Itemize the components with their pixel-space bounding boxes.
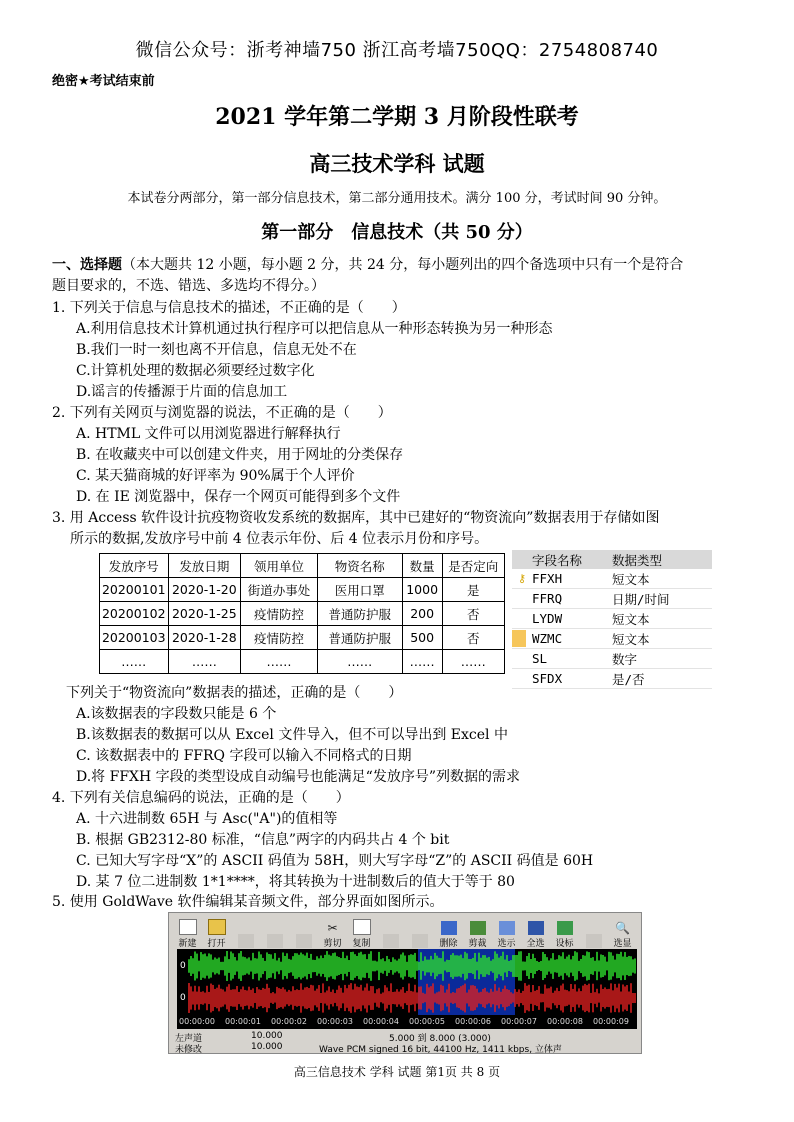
table-cell: 否 bbox=[442, 602, 504, 626]
section-desc-2: 题目要求的，不选、错选、多选均不得分。） bbox=[52, 278, 325, 294]
select-all-button[interactable] bbox=[521, 921, 550, 949]
disabled-icon bbox=[238, 934, 254, 948]
table-cell: …… bbox=[100, 650, 169, 674]
table-cell: 普通防护服 bbox=[317, 602, 402, 626]
field-name: WZMC bbox=[532, 631, 563, 646]
field-row[interactable] bbox=[512, 589, 712, 609]
magnifier-icon: 🔍 bbox=[615, 921, 630, 935]
delete-label: 删除 bbox=[439, 939, 458, 949]
disabled-icon bbox=[267, 934, 283, 948]
toolbar-button-disabled[interactable] bbox=[405, 934, 434, 949]
zoom-select-button[interactable] bbox=[608, 921, 637, 949]
exam-title: 2021 学年第二学期 3 月阶段性联考 bbox=[215, 104, 579, 130]
table-cell: 是 bbox=[442, 578, 504, 602]
select-all-icon bbox=[528, 921, 544, 935]
status-bar-2 bbox=[169, 1042, 641, 1053]
table-header-cell: 发放序号 bbox=[100, 554, 169, 578]
table-cell: 2020-1-20 bbox=[168, 578, 241, 602]
q4-stem: 4. 下列有关信息编码的说法，正确的是（ ） bbox=[52, 790, 350, 806]
field-type: 短文本 bbox=[612, 611, 650, 627]
section-heading: 一、选择题 bbox=[52, 257, 122, 273]
new-file-icon bbox=[179, 919, 197, 935]
secret-label: 绝密★考试结束前 bbox=[52, 74, 155, 89]
table-row bbox=[100, 578, 505, 602]
field-header-name: 字段名称 bbox=[532, 552, 583, 568]
table-header-cell: 是否定向 bbox=[442, 554, 504, 578]
exam-intro: 本试卷分两部分，第一部分信息技术，第二部分通用技术。满分 100 分，考试时间 90 分钟。 bbox=[127, 191, 667, 206]
field-row[interactable] bbox=[512, 669, 712, 689]
cut-label: 剪切 bbox=[323, 939, 342, 949]
goldwave-window bbox=[168, 912, 642, 1054]
cut-button[interactable] bbox=[318, 921, 347, 949]
q5-stem: 5. 使用 GoldWave 软件编辑某音频文件，部分界面如图所示。 bbox=[52, 894, 444, 910]
open-label: 打开 bbox=[207, 939, 226, 949]
copy-label: 复制 bbox=[352, 939, 371, 949]
toolbar-button-disabled[interactable] bbox=[260, 934, 289, 949]
q3-option-c: C. 该数据表中的 FFRQ 字段可以输入不同格式的日期 bbox=[76, 748, 412, 764]
trim-label: 剪裁 bbox=[468, 939, 487, 949]
table-row bbox=[100, 626, 505, 650]
row-selector bbox=[512, 630, 526, 647]
q1-option-d: D.谣言的传播源于片面的信息加工 bbox=[76, 384, 288, 400]
data-table bbox=[99, 553, 505, 674]
exam-subtitle: 高三技术学科 试题 bbox=[309, 151, 485, 176]
watermark-header: 微信公众号：浙考神墙750 浙江高考墙750QQ：2754808740 bbox=[135, 40, 659, 61]
field-type: 短文本 bbox=[612, 631, 650, 647]
q2-option-c: C. 某天猫商城的好评率为 90%属于个人评价 bbox=[76, 468, 355, 484]
select-show-label: 选示 bbox=[497, 939, 516, 949]
section-heading-line1 bbox=[52, 255, 683, 276]
select-show-icon bbox=[499, 921, 515, 935]
set-marker-label: 设标 bbox=[555, 939, 574, 949]
timeline-tick: 00:00:09 bbox=[593, 1017, 629, 1026]
zoom-select-label: 选显 bbox=[613, 939, 632, 949]
table-cell: 否 bbox=[442, 626, 504, 650]
open-button[interactable] bbox=[202, 919, 231, 949]
table-cell: …… bbox=[168, 650, 241, 674]
goldwave-toolbar bbox=[169, 913, 641, 949]
q4-option-d: D. 某 7 位二进制数 1*1****，将其转换为十进制数后的值大于等于 80 bbox=[76, 874, 515, 890]
status-length: 10.000 bbox=[251, 1031, 283, 1041]
table-row bbox=[100, 602, 505, 626]
q3-option-a: A.该数据表的字段数只能是 6 个 bbox=[76, 706, 277, 722]
trim-button[interactable] bbox=[463, 921, 492, 949]
table-header-cell: 数量 bbox=[402, 554, 442, 578]
status-selection: 5.000 到 8.000 (3.000) bbox=[389, 1034, 491, 1044]
field-name: FFXH bbox=[532, 571, 563, 586]
table-cell: …… bbox=[442, 650, 504, 674]
q4-option-c: C. 已知大写字母“X”的 ASCII 码值为 58H，则大写字母“Z”的 ASCII 码值是 60H bbox=[76, 853, 594, 869]
table-cell: 1000 bbox=[402, 578, 442, 602]
q1-option-b: B.我们一时一刻也离不开信息，信息无处不在 bbox=[76, 342, 357, 358]
table-header-cell: 领用单位 bbox=[241, 554, 318, 578]
delete-button[interactable] bbox=[434, 921, 463, 949]
q2-option-a: A. HTML 文件可以用浏览器进行解释执行 bbox=[76, 426, 341, 442]
q3-option-b: B.该数据表的数据可以从 Excel 文件导入，但不可以导出到 Excel 中 bbox=[76, 727, 508, 743]
new-label: 新建 bbox=[178, 939, 197, 949]
q3-question: 下列关于“物资流向”数据表的描述，正确的是（ ） bbox=[66, 685, 403, 701]
status-format: Wave PCM signed 16 bit, 44100 Hz, 1411 kbps, 立体声 bbox=[319, 1045, 562, 1055]
toolbar-button-disabled[interactable] bbox=[231, 934, 260, 949]
right-channel-waveform bbox=[189, 983, 635, 1013]
timeline-tick: 00:00:05 bbox=[409, 1017, 445, 1026]
field-type: 短文本 bbox=[612, 571, 650, 587]
field-name: SL bbox=[532, 651, 548, 666]
disabled-icon bbox=[412, 934, 428, 948]
left-channel-zero: 0 bbox=[180, 961, 186, 971]
timeline-tick: 00:00:00 bbox=[179, 1017, 215, 1026]
q4-option-b: B. 根据 GB2312-80 标准，“信息”两字的内码共占 4 个 bit bbox=[76, 832, 450, 848]
primary-key-icon: ⚷ bbox=[517, 572, 527, 585]
select-all-label: 全选 bbox=[526, 939, 545, 949]
table-cell: 20200103 bbox=[100, 626, 169, 650]
toolbar-button-disabled[interactable] bbox=[289, 934, 318, 949]
right-channel-zero: 0 bbox=[180, 993, 186, 1003]
table-cell: 2020-1-25 bbox=[168, 602, 241, 626]
waveform-graph bbox=[177, 949, 637, 1015]
field-row[interactable] bbox=[512, 629, 712, 649]
table-row bbox=[100, 650, 505, 674]
status-bar-1 bbox=[169, 1031, 641, 1042]
field-row[interactable] bbox=[512, 569, 712, 589]
q2-stem: 2. 下列有关网页与浏览器的说法，不正确的是（ ） bbox=[52, 405, 392, 421]
field-type: 日期/时间 bbox=[612, 591, 670, 607]
q3-stem-1: 3. 用 Access 软件设计抗疫物资收发系统的数据库，其中已建好的“物资流向”数据表用于存储如图 bbox=[52, 510, 660, 526]
status-channel-label: 左声道 bbox=[175, 1034, 203, 1044]
table-cell: 医用口罩 bbox=[317, 578, 402, 602]
table-cell: …… bbox=[317, 650, 402, 674]
q3-stem-2: 所示的数据,发放序号中前 4 位表示年份、后 4 位表示月份和序号。 bbox=[70, 531, 489, 547]
table-cell: 500 bbox=[402, 626, 442, 650]
field-type: 数字 bbox=[612, 651, 638, 667]
table-cell: 普通防护服 bbox=[317, 626, 402, 650]
table-cell: 200 bbox=[402, 602, 442, 626]
page-footer: 高三信息技术 学科 试题 第1页 共 8 页 bbox=[293, 1065, 501, 1079]
q2-option-d: D. 在 IE 浏览器中，保存一个网页可能得到多个文件 bbox=[76, 489, 401, 505]
timeline bbox=[177, 1015, 637, 1029]
waveform-area[interactable] bbox=[177, 949, 637, 1015]
disabled-icon bbox=[296, 934, 312, 948]
timeline-tick: 00:00:04 bbox=[363, 1017, 399, 1026]
open-folder-icon bbox=[208, 919, 226, 935]
field-row[interactable] bbox=[512, 609, 712, 629]
q1-stem: 1. 下列关于信息与信息技术的描述，不正确的是（ ） bbox=[52, 300, 406, 316]
table-cell: …… bbox=[241, 650, 318, 674]
table-cell: 疫情防控 bbox=[241, 626, 318, 650]
timeline-tick: 00:00:07 bbox=[501, 1017, 537, 1026]
copy-icon bbox=[353, 919, 371, 935]
toolbar-button-disabled[interactable] bbox=[376, 934, 405, 949]
table-cell: 20200101 bbox=[100, 578, 169, 602]
field-design-panel bbox=[512, 550, 712, 689]
trim-icon bbox=[470, 921, 486, 935]
section-desc-1: （本大题共 12 小题，每小题 2 分，共 24 分，每小题列出的四个备选项中只有一个是符合 bbox=[122, 257, 684, 273]
timeline-tick: 00:00:06 bbox=[455, 1017, 491, 1026]
part-title: 第一部分 信息技术（共 50 分） bbox=[261, 222, 533, 243]
disabled-icon bbox=[586, 934, 602, 948]
set-marker-button[interactable] bbox=[550, 921, 579, 949]
status-modified-label: 未修改 bbox=[175, 1045, 203, 1055]
timeline-tick: 00:00:02 bbox=[271, 1017, 307, 1026]
scissors-icon: ✂ bbox=[327, 921, 338, 935]
field-name: FFRQ bbox=[532, 591, 563, 606]
select-show-button[interactable] bbox=[492, 921, 521, 949]
new-button[interactable] bbox=[173, 919, 202, 949]
delete-icon bbox=[441, 921, 457, 935]
copy-button[interactable] bbox=[347, 919, 376, 949]
timeline-tick: 00:00:03 bbox=[317, 1017, 353, 1026]
field-name: LYDW bbox=[532, 611, 563, 626]
field-type: 是/否 bbox=[612, 671, 645, 687]
table-header-row bbox=[100, 554, 505, 578]
table-cell: 2020-1-28 bbox=[168, 626, 241, 650]
status-length-2: 10.000 bbox=[251, 1042, 283, 1052]
table-cell: …… bbox=[402, 650, 442, 674]
q1-option-a: A.利用信息技术计算机通过执行程序可以把信息从一种形态转换为另一种形态 bbox=[76, 321, 553, 337]
field-header-row bbox=[512, 550, 712, 569]
q4-option-a: A. 十六进制数 65H 与 Asc("A")的值相等 bbox=[76, 811, 338, 827]
set-marker-icon bbox=[557, 921, 573, 935]
field-header-type: 数据类型 bbox=[612, 552, 663, 568]
field-row[interactable] bbox=[512, 649, 712, 669]
left-channel-waveform bbox=[189, 951, 635, 981]
q3-option-d: D.将 FFXH 字段的类型设成自动编号也能满足“发放序号”列数据的需求 bbox=[76, 769, 520, 785]
table-cell: 街道办事处 bbox=[241, 578, 318, 602]
field-name: SFDX bbox=[532, 671, 563, 686]
q2-option-b: B. 在收藏夹中可以创建文件夹，用于网址的分类保存 bbox=[76, 447, 404, 463]
toolbar-button-disabled[interactable] bbox=[579, 934, 608, 949]
table-cell: 20200102 bbox=[100, 602, 169, 626]
table-header-cell: 物资名称 bbox=[317, 554, 402, 578]
timeline-tick: 00:00:08 bbox=[547, 1017, 583, 1026]
timeline-tick: 00:00:01 bbox=[225, 1017, 261, 1026]
table-cell: 疫情防控 bbox=[241, 602, 318, 626]
disabled-icon bbox=[383, 934, 399, 948]
q1-option-c: C.计算机处理的数据必须要经过数字化 bbox=[76, 363, 315, 379]
table-header-cell: 发放日期 bbox=[168, 554, 241, 578]
